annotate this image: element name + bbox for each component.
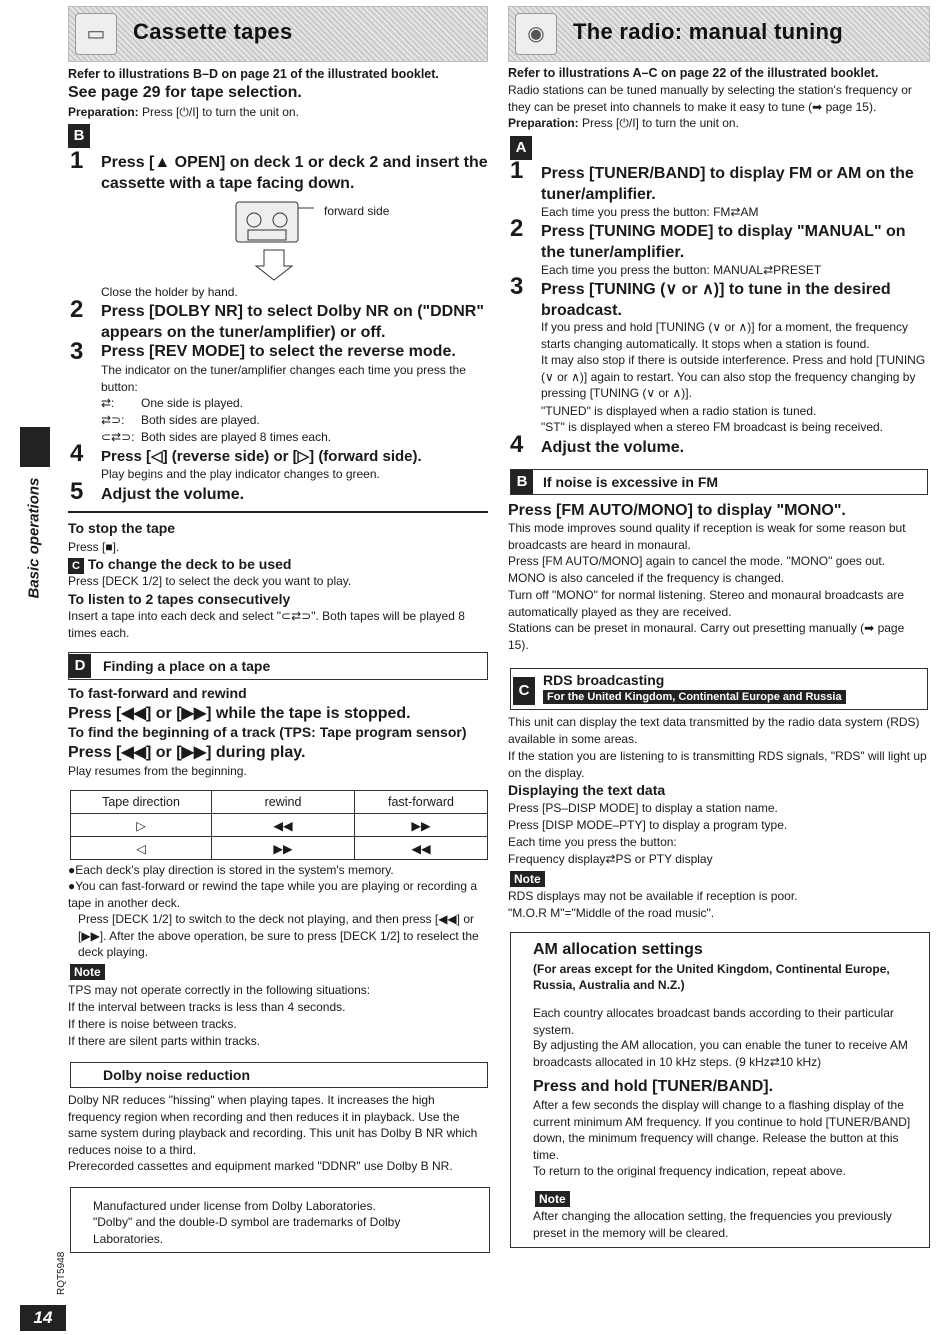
mono-d3: MONO is also canceled if the frequency is changed. [508, 571, 785, 585]
am-box [510, 932, 930, 1248]
stop-text: Press [■]. [68, 540, 120, 554]
disp-d3: Each time you press the button: [508, 835, 677, 849]
dolby-text-2: Prerecorded cassettes and equipment marked "DDNR" use Dolby B NR. [68, 1159, 453, 1173]
section-b-label: B [68, 124, 90, 148]
r-step4-text: Adjust the volume. [541, 439, 685, 456]
step1-text: Press [▲ OPEN] on deck 1 or deck 2 and insert the cassette with a tape facing down. [101, 154, 488, 192]
right-note-2: "M.O.R M"="Middle of the road music". [508, 906, 715, 920]
section-d-box [68, 652, 488, 680]
table-row [71, 814, 488, 837]
side-text: Basic operations [25, 477, 43, 599]
tps-step: Press [◀◀] or [▶▶] during play. [68, 744, 306, 761]
am-d2: By adjusting the AM allocation, you can enable the tuner to receive AM broadcasts allocated in 10 kHz steps. (9 kHz⇄10 kHz) [533, 1038, 908, 1069]
table-cell: ▷ [71, 814, 212, 837]
listen-text: Insert a tape into each deck and select "⊂⇄⊃". Both tapes will be played 8 times each. [68, 609, 465, 640]
dolby-title-box [70, 1062, 488, 1088]
close-holder: Close the holder by hand. [101, 285, 238, 299]
left-note-intro: TPS may not operate correctly in the following situations: [68, 983, 371, 997]
section-b-r-label: B [511, 470, 533, 494]
disp-title: Displaying the text data [508, 782, 666, 798]
forward-side-label: forward side [324, 204, 390, 218]
left-note-3: If there are silent parts within tracks. [68, 1034, 261, 1048]
bullet-2: ●You can fast-forward or rewind the tape while you are playing or recording a tape in another deck. [68, 879, 478, 910]
cassette-title: Cassette tapes [133, 19, 293, 44]
step4-text: Press [◁] (reverse side) or [▷] (forward side). [101, 448, 422, 465]
mode2: ⇄⊃: Both sides are played. [101, 413, 260, 427]
step5-num: 5 [70, 478, 84, 505]
left-divider [68, 511, 488, 513]
right-prep: Preparation: Press [⏻/I] to turn the unit on. [508, 116, 739, 130]
r-step3-d2: It may also stop if there is outside interference. Press and hold [TUNING (∨ or ∧)] again to restart. You can also stop the frequency changing by pressing [TUNING (∨ or ∧)]. [541, 353, 926, 400]
am-step: Press and hold [TUNER/BAND]. [533, 1078, 774, 1095]
r-step2-desc: Each time you press the button: MANUAL⇄PRESET [541, 263, 822, 277]
r-step3-num: 3 [510, 273, 524, 300]
r-step3-d1: If you press and hold [TUNING (∨ or ∧)] for a moment, the frequency starts changing automatically. It stops when a station is found. [541, 320, 909, 351]
tps-title: To find the beginning of a track (TPS: Tape program sensor) [68, 724, 467, 740]
radio-icon: ◉ [515, 13, 557, 55]
license-2: "Dolby" and the double-D symbol are trademarks of Dolby Laboratories. [93, 1215, 401, 1246]
step3-num: 3 [70, 338, 84, 365]
am-d1: Each country allocates broadcast bands according to their particular system. [533, 1006, 894, 1037]
r-step3-d4: "ST" is displayed when a stereo FM broadcast is being received. [541, 420, 884, 434]
disp-d1: Press [PS–DISP MODE] to display a station name. [508, 801, 778, 815]
dolby-text: Dolby NR reduces "hissing" when playing tapes. It increases the high frequency region when recording and then reduces it in playback. Use the same system during playback and recording. This unit has Dolby B NR which reduces noise to a third. [68, 1093, 478, 1157]
disp-d4: Frequency display⇄PS or PTY display [508, 852, 713, 866]
table-cell: ◁ [71, 837, 212, 860]
radio-title: The radio: manual tuning [573, 19, 843, 44]
bullet-2b: Press [DECK 1/2] to switch to the deck not playing, and then press [◀◀] or [▶▶]. After the above operation, be sure to press [DECK 1/2] to reselect the deck playing. [78, 912, 479, 959]
section-d-title: Finding a place on a tape [103, 658, 271, 674]
step3-desc: The indicator on the tuner/amplifier changes each time you press the button: [101, 363, 466, 394]
see-page: See page 29 for tape selection. [68, 84, 302, 101]
cassette-illustration [234, 198, 314, 282]
change-text: Press [DECK 1/2] to select the deck you want to play. [68, 574, 352, 588]
step5-text: Adjust the volume. [101, 486, 245, 503]
r-step4-num: 4 [510, 431, 524, 458]
mono-step: Press [FM AUTO/MONO] to display "MONO". [508, 502, 846, 519]
section-b-r-title: If noise is excessive in FM [543, 474, 719, 490]
left-note-label: Note [70, 964, 105, 980]
mono-d1: This mode improves sound quality if reception is weak for some reason but broadcasts are heard in monaural. [508, 521, 906, 552]
mono-d4: Turn off "MONO" for normal listening. Stereo and monaural broadcasts are automatically played as they are received. [508, 588, 905, 619]
stop-title: To stop the tape [68, 520, 176, 536]
rds-d1: This unit can display the text data transmitted by the radio data system (RDS) available in some areas. [508, 715, 920, 746]
step1-num: 1 [70, 147, 84, 174]
rds-box [510, 668, 928, 710]
rds-d2: If the station you are listening to is transmitting RDS signals, "RDS" will light up on the display. [508, 749, 927, 780]
r-step1-text: Press [TUNER/BAND] to display FM or AM on the tuner/amplifier. [541, 165, 914, 203]
mono-d2: Press [FM AUTO/MONO] again to cancel the mode. "MONO" goes out. [508, 554, 886, 568]
table-cell: ◀◀ [212, 814, 355, 837]
left-note-1: If the interval between tracks is less than 4 seconds. [68, 1000, 346, 1014]
right-note-1: RDS displays may not be available if reception is poor. [508, 889, 798, 903]
table-header: Tape direction [71, 791, 212, 814]
am-d4: To return to the original frequency indication, repeat above. [533, 1164, 846, 1178]
mode3: ⊂⇄⊃: Both sides are played 8 times each. [101, 430, 332, 444]
am-sub: (For areas except for the United Kingdom, Continental Europe, Russia, Australia and N.Z.) [533, 962, 890, 992]
section-b-r-box [510, 469, 928, 495]
r-step1-desc: Each time you press the button: FM⇄AM [541, 205, 759, 219]
ff-step: Press [◀◀] or [▶▶] while the tape is stopped. [68, 705, 411, 722]
left-ref-line: Refer to illustrations B–D on page 21 of the illustrated booklet. [68, 67, 439, 81]
doc-code: RQT5948 [56, 1251, 67, 1295]
ff-title: To fast-forward and rewind [68, 685, 247, 701]
step2-text: Press [DOLBY NR] to select Dolby NR on ("DDNR" appears on the tuner/amplifier) or off. [101, 303, 484, 341]
table-row [71, 837, 488, 860]
mode1: ⇄: One side is played. [101, 396, 244, 410]
r-step3-text: Press [TUNING (∨ or ∧)] to tune in the desired broadcast. [541, 281, 891, 319]
radio-banner [508, 6, 930, 62]
radio-intro: Radio stations can be tuned manually by selecting the station's frequency or they can be preset into channels to make it easy to tune (➡ page 15). [508, 83, 912, 114]
tape-direction-table [70, 790, 488, 860]
right-ref-line: Refer to illustrations A–C on page 22 of the illustrated booklet. [508, 66, 879, 80]
table-cell: ◀◀ [355, 837, 488, 860]
table-header: rewind [212, 791, 355, 814]
change-title: C To change the deck to be used [68, 556, 291, 574]
cassette-banner [68, 6, 488, 62]
tps-desc: Play resumes from the beginning. [68, 764, 247, 778]
license-box [70, 1187, 490, 1253]
rds-title: RDS broadcasting [543, 672, 665, 688]
am-d3: After a few seconds the display will change to a flashing display of the current minimum AM frequency. If you continue to hold [TUNER/BAND] down, the minimum frequency will change. Release the button at this time. [533, 1098, 911, 1162]
table-cell: ▶▶ [355, 814, 488, 837]
listen-title: To listen to 2 tapes consecutively [68, 591, 291, 607]
am-note-label: Note [535, 1191, 570, 1207]
r-step3-d3: "TUNED" is displayed when a radio station is tuned. [541, 404, 817, 418]
r-step2-text: Press [TUNING MODE] to display "MANUAL" on the tuner/amplifier. [541, 223, 906, 261]
step3-text: Press [REV MODE] to select the reverse mode. [101, 343, 456, 360]
r-step2-num: 2 [510, 215, 524, 242]
table-cell: ▶▶ [212, 837, 355, 860]
am-title: AM allocation settings [533, 941, 703, 958]
table-header-row [71, 791, 488, 814]
mono-d5: Stations can be preset in monaural. Carry out presetting manually (➡ page 15). [508, 621, 905, 652]
section-a-label: A [510, 136, 532, 160]
left-note-2: If there is noise between tracks. [68, 1017, 237, 1031]
am-note: After changing the allocation setting, the frequencies you previously preset in the memory will be cleared. [533, 1209, 892, 1240]
disp-d2: Press [DISP MODE–PTY] to display a program type. [508, 818, 788, 832]
right-note-label: Note [510, 871, 545, 887]
step4-desc: Play begins and the play indicator changes to green. [101, 467, 380, 481]
page-number: 14 [20, 1305, 66, 1331]
rds-region: For the United Kingdom, Continental Europe and Russia [543, 690, 846, 704]
dolby-title: Dolby noise reduction [103, 1067, 251, 1083]
side-tab [20, 427, 50, 467]
step4-num: 4 [70, 440, 84, 467]
section-d-label: D [69, 654, 91, 678]
cassette-icon: ▭ [75, 13, 117, 55]
left-prep: Preparation: Press [⏻/I] to turn the unit on. [68, 105, 299, 119]
table-header: fast-forward [355, 791, 488, 814]
step2-num: 2 [70, 296, 84, 323]
license-1: Manufactured under license from Dolby Laboratories. [93, 1199, 376, 1213]
section-c-label: C [513, 677, 535, 705]
bullet-1: ●Each deck's play direction is stored in the system's memory. [68, 863, 394, 877]
r-step1-num: 1 [510, 157, 524, 184]
